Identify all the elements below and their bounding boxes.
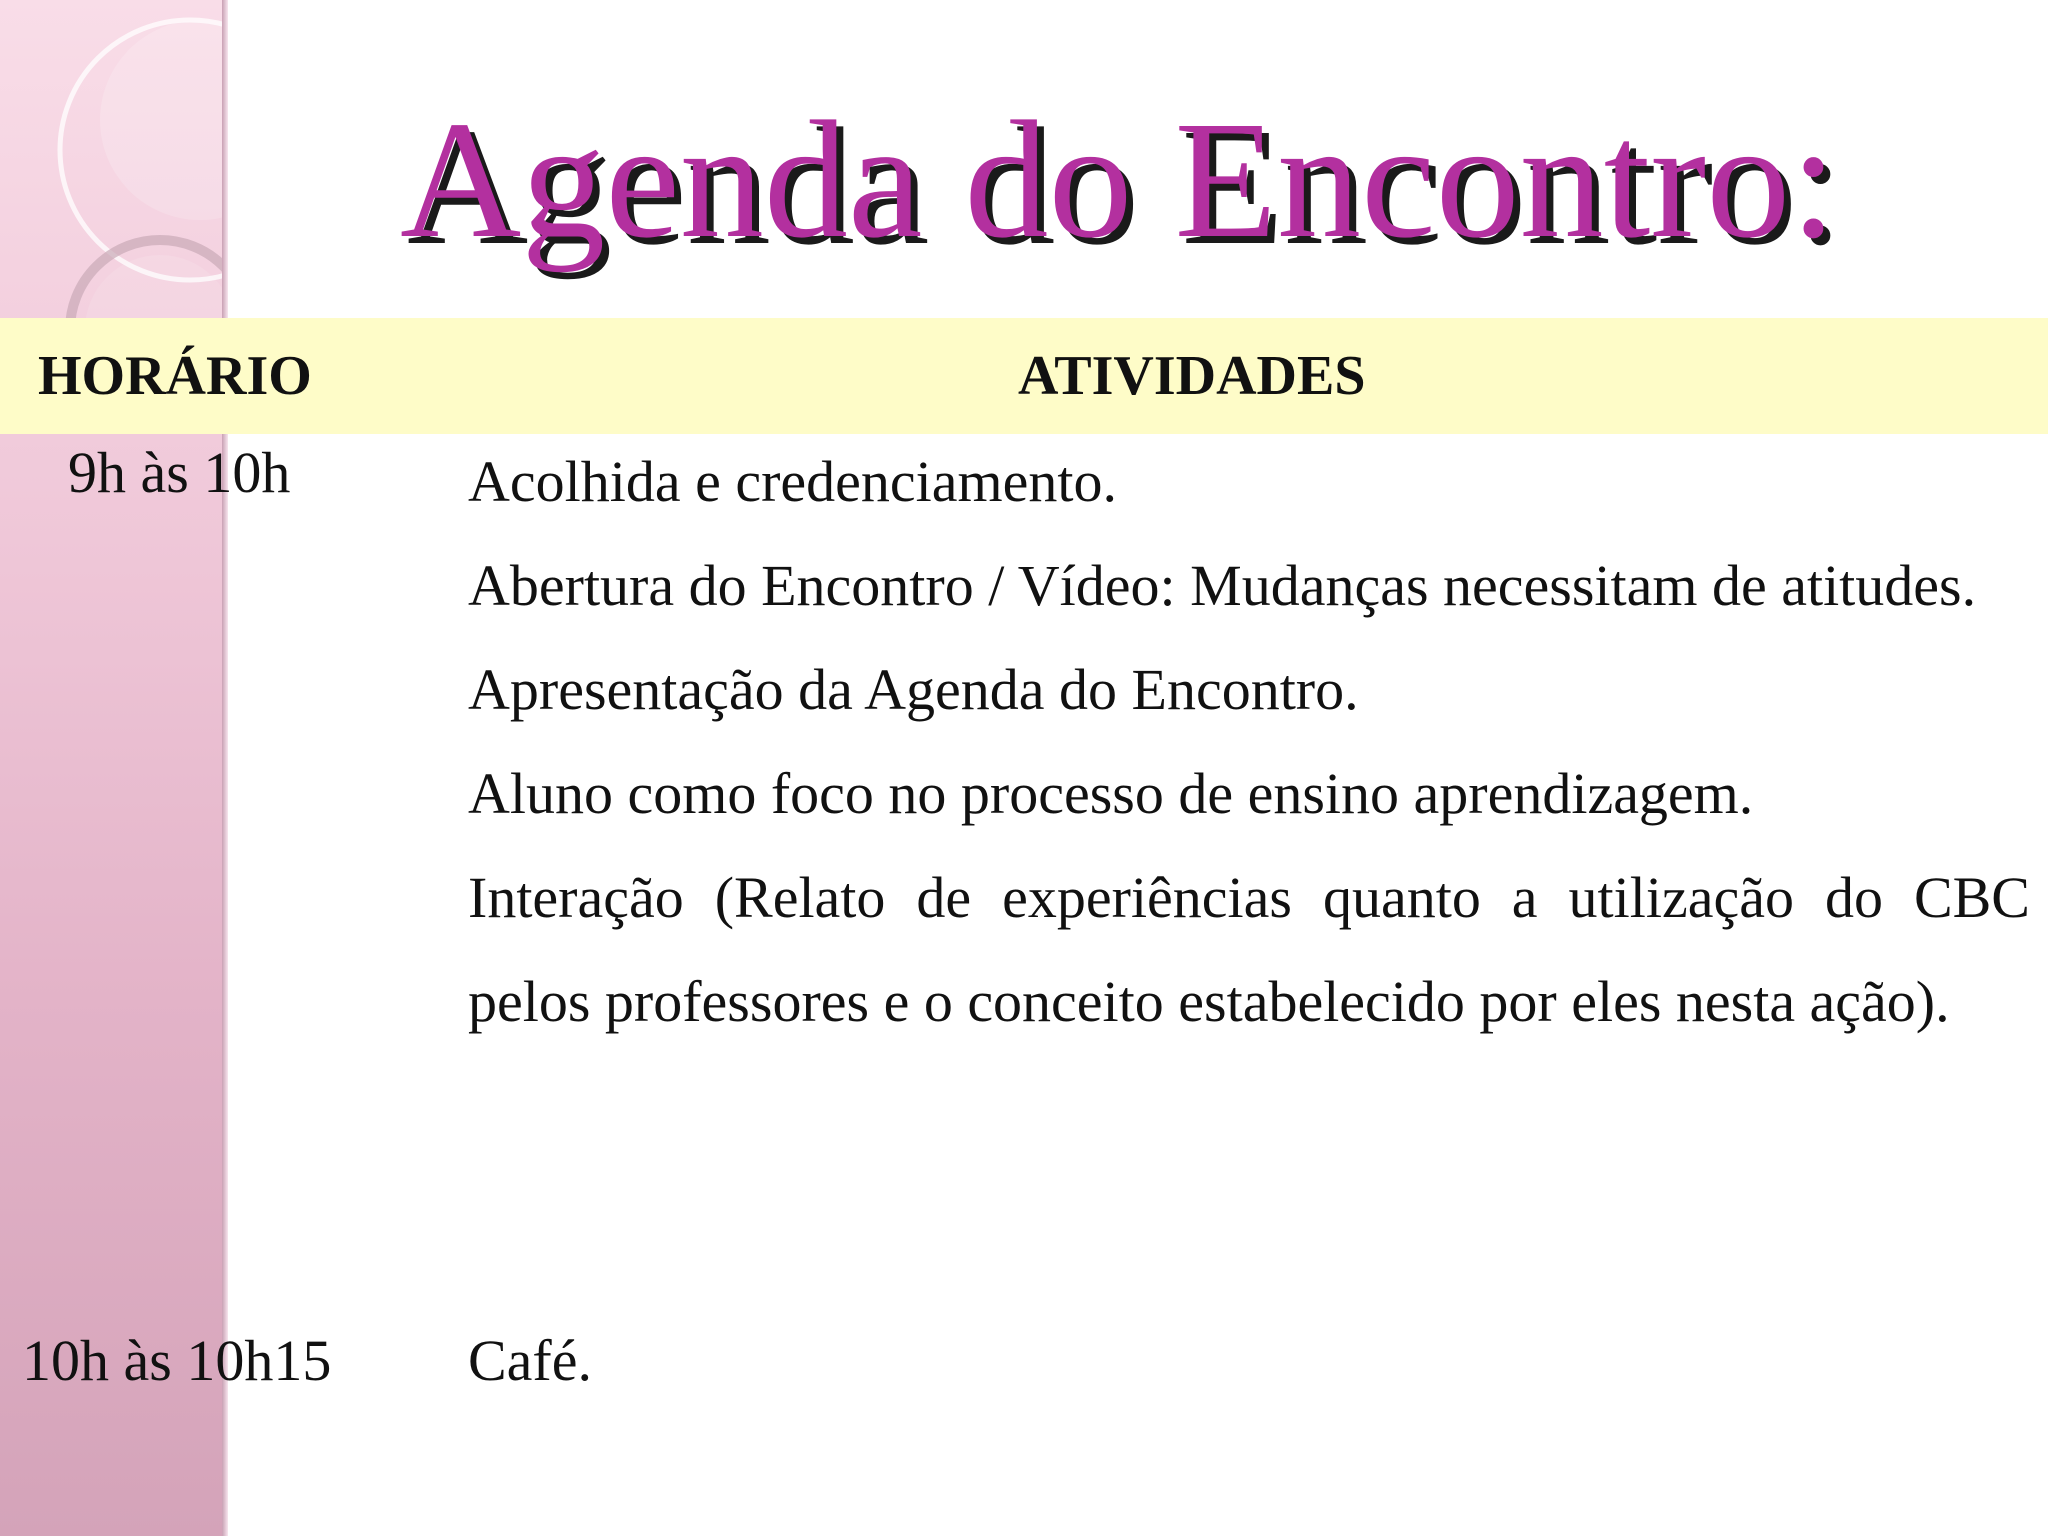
activity-item: Abertura do Encontro / Vídeo: Mudanças necessitam de atitudes. — [468, 553, 1977, 618]
row-time: 9h às 10h — [68, 440, 291, 505]
row-time: 10h às 10h15 — [22, 1328, 332, 1393]
slide-title: Agenda do Encontro: — [400, 87, 1837, 273]
activity-item: Acolhida e credenciamento. — [468, 449, 1117, 514]
strip-edge — [222, 0, 228, 1536]
activity-item: Café. — [468, 1328, 592, 1393]
activity-item: Interação (Relato de experiências quanto a utilização do CBC pelos professores e o conceito estabelecido por eles nesta ação). — [468, 865, 2030, 1034]
column-header-time: HORÁRIO — [38, 345, 312, 407]
column-header-activities: ATIVIDADES — [1018, 345, 1366, 407]
activity-item: Apresentação da Agenda do Encontro. — [468, 657, 1359, 722]
activity-item: Aluno como foco no processo de ensino aprendizagem. — [468, 761, 1754, 826]
activity-list — [468, 430, 2030, 1054]
